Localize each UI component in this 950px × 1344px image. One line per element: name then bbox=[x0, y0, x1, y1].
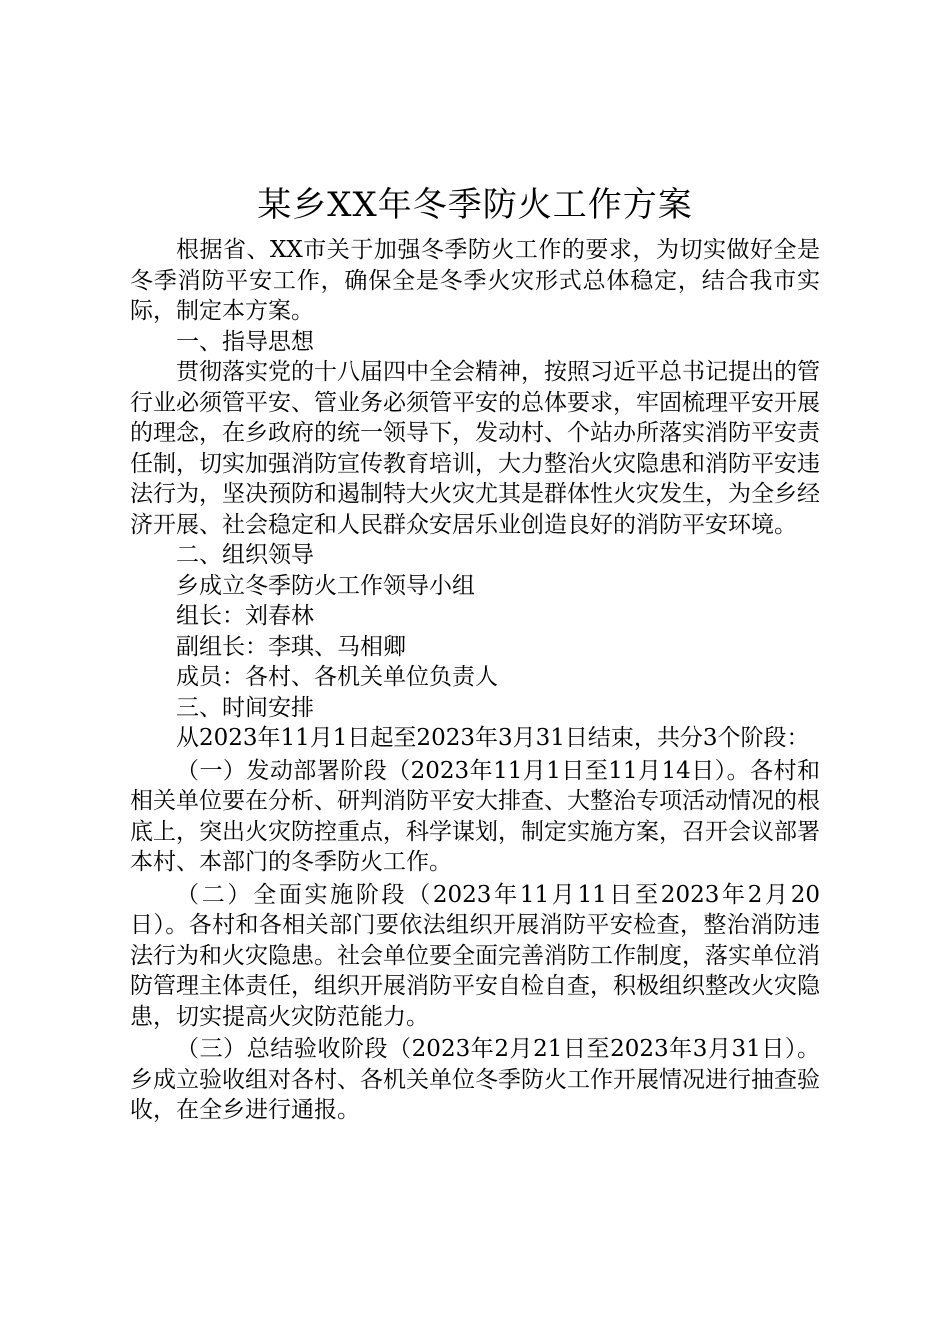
phase-3-paragraph: （三）总结验收阶段（2023年2月21日至2023年3月31日）。乡成立验收组对各村、各机关单位冬季防火工作开展情况进行抽查验收，在全乡进行通报。 bbox=[130, 1036, 820, 1123]
org-deputy-line: 副组长：李琪、马相卿 bbox=[176, 633, 406, 660]
section-heading-schedule: 三、时间安排 bbox=[176, 694, 314, 721]
section-heading-organization: 二、组织领导 bbox=[176, 542, 314, 568]
phase-1-paragraph: （一）发动部署阶段（2023年11月1日至11月14日）。各村和相关单位要在分析、研判消防平安大排查、大整治专项活动情况的根底上，突出火灾防控重点，科学谋划，制定实施方案，召开会议部署本村、本部门的冬季防火工作。 bbox=[130, 757, 820, 875]
org-group-line: 乡成立冬季防火工作领导小组 bbox=[176, 572, 475, 599]
document-title: 某乡XX年冬季防火工作方案 bbox=[257, 185, 693, 225]
document-body bbox=[130, 235, 820, 1126]
org-members-line: 成员：各村、各机关单位负责人 bbox=[176, 664, 498, 690]
guiding-paragraph: 贯彻落实党的十八届四中全会精神，按照习近平总书记提出的管行业必须管平安、管业务必须管平安的总体要求，牢固梳理平安开展的理念，在乡政府的统一领导下，发动村、个站办所落实消防平安责任制，切实加强消防宣传教育培训，大力整治火灾隐患和消防平安违法行为，坚决预防和遏制特大火灾尤其是群体性火灾发生，为全乡经济开展、社会稳定和人民群众安居乐业创造良好的消防平安环境。 bbox=[130, 359, 820, 538]
phase-2-paragraph: （二）全面实施阶段（2023年11月11日至2023年2月20日）。各村和各相关部门要依法组织开展消防平安检查，整治消防违法行为和火灾隐患。社会单位要全面完善消防工作制度，落实单位消防管理主体责任，组织开展消防平安自检自查，积极组织整改火灾隐患，切实提高火灾防范能力。 bbox=[130, 881, 820, 1030]
intro-paragraph: 根据省、XX市关于加强冬季防火工作的要求，为切实做好全是冬季消防平安工作，确保全是冬季火灾形式总体稳定，结合我市实际，制定本方案。 bbox=[130, 237, 820, 324]
schedule-intro-paragraph: 从2023年11月1日起至2023年3月31日结束，共分3个阶段： bbox=[176, 725, 810, 751]
section-heading-guiding: 一、指导思想 bbox=[176, 328, 314, 355]
org-leader-line: 组长：刘春林 bbox=[176, 603, 314, 629]
